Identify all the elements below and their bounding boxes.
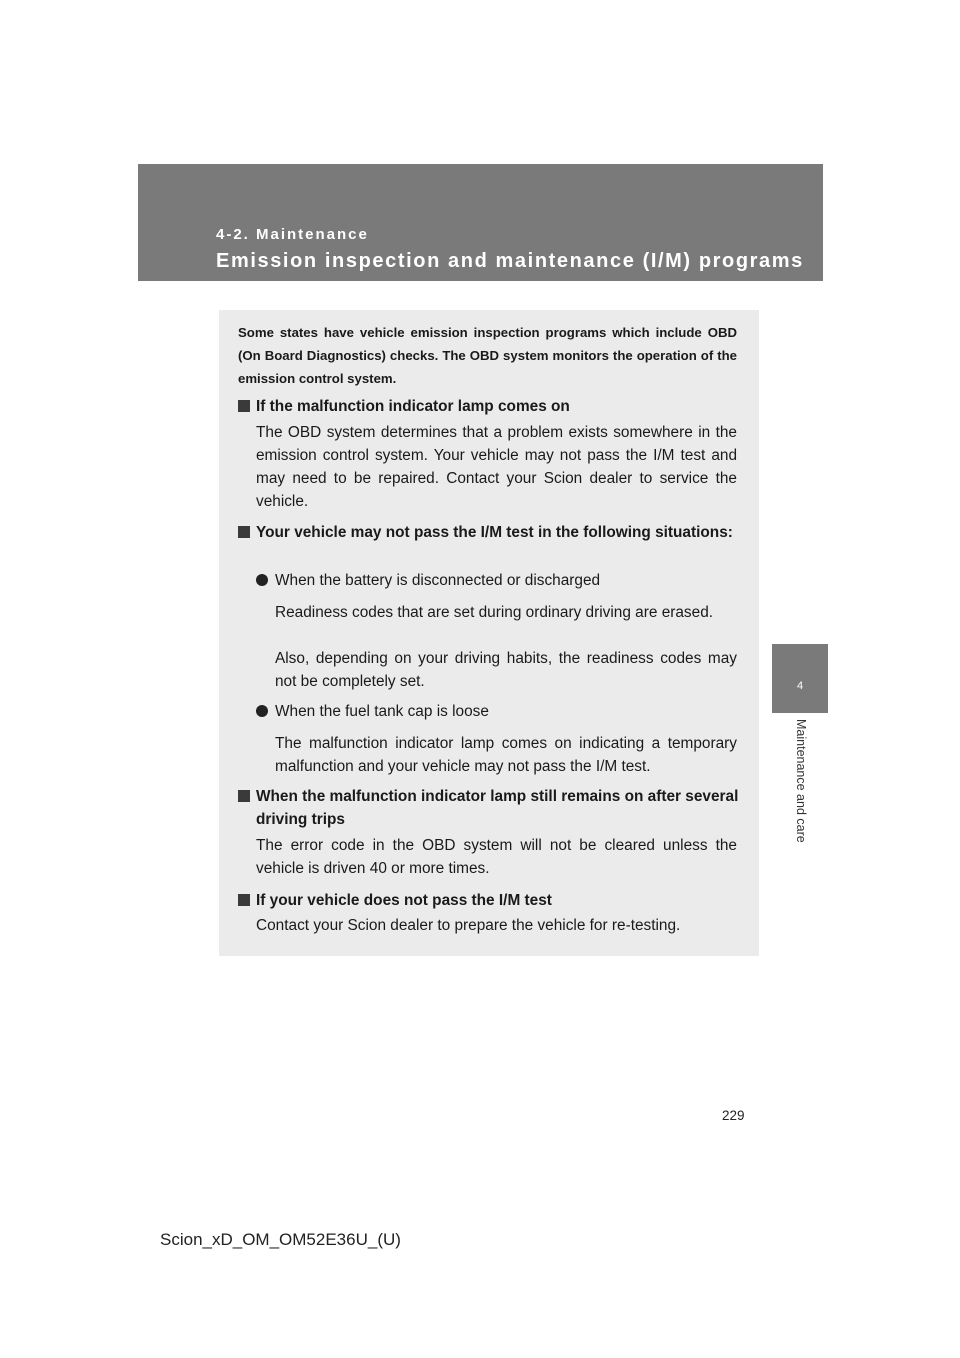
intro-text: Some states have vehicle emission inspection programs which include OBD (On Board Diagnostics) checks. The OBD system monitors the operation of the emission control system. (238, 325, 737, 386)
chapter-tab-label: Maintenance and care (794, 719, 808, 843)
paragraph-does-not-pass: Contact your Scion dealer to prepare the vehicle for re-testing. (256, 917, 681, 934)
paragraph-battery-habits: Also, depending on your driving habits, the readiness codes may not be completely set. (275, 650, 737, 690)
heading-lamp-comes-on: If the malfunction indicator lamp comes on (238, 395, 737, 418)
page-number: 229 (722, 1108, 745, 1123)
paragraph-lamp-remains-on: The error code in the OBD system will not be cleared unless the vehicle is driven 40 or more times. (256, 837, 737, 877)
section-label: 4-2. Maintenance (216, 226, 369, 243)
square-bullet-icon (238, 400, 250, 412)
square-bullet-icon (238, 790, 250, 802)
heading-may-not-pass: Your vehicle may not pass the I/M test in the following situations: (238, 521, 755, 544)
square-bullet-icon (238, 526, 250, 538)
chapter-tab-number: 4 (796, 680, 804, 692)
heading-lamp-remains-on: When the malfunction indicator lamp still remains on after several driving trips (238, 785, 755, 831)
square-bullet-icon (238, 894, 250, 906)
heading-does-not-pass: If your vehicle does not pass the I/M test (238, 889, 737, 912)
bullet-battery: When the battery is disconnected or discharged (256, 569, 600, 592)
paragraph-battery: Readiness codes that are set during ordinary driving are erased. (275, 604, 714, 621)
paragraph-lamp-comes-on: The OBD system determines that a problem exists somewhere in the emission control system. Your vehicle may not pass the I/M test and may need to be repaired. Contact your Scion dealer to service the vehicle. (256, 424, 737, 510)
bullet-fuel-cap: When the fuel tank cap is loose (256, 700, 489, 723)
page-title: Emission inspection and maintenance (I/M) programs (216, 250, 804, 272)
round-bullet-icon (256, 705, 268, 717)
info-box (219, 310, 759, 956)
round-bullet-icon (256, 574, 268, 586)
paragraph-fuel-cap: The malfunction indicator lamp comes on indicating a temporary malfunction and your vehicle may not pass the I/M test. (275, 735, 737, 775)
chapter-tab (772, 644, 828, 713)
chapter-header (138, 164, 823, 281)
document-footer: Scion_xD_OM_OM52E36U_(U) (160, 1230, 401, 1249)
